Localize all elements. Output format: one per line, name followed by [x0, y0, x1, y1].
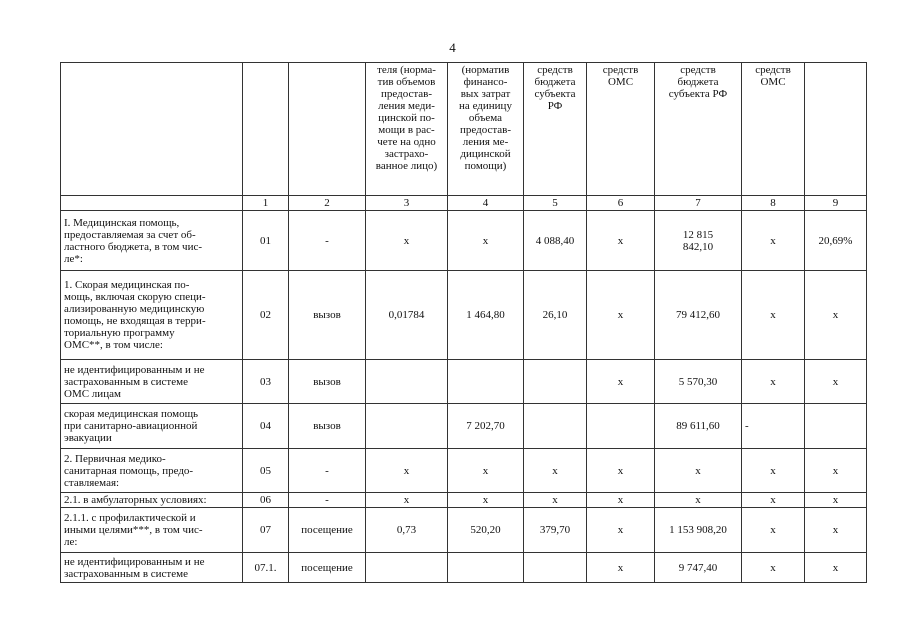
value-cell: х: [742, 360, 805, 404]
value-cell: [366, 553, 448, 583]
value-cell: [366, 360, 448, 404]
value-cell: х: [805, 360, 867, 404]
value-cell: [448, 553, 524, 583]
value-cell: х: [587, 553, 655, 583]
table-row: [61, 360, 867, 404]
value-cell: х: [587, 449, 655, 493]
unit-cell: -: [289, 449, 366, 493]
row-code: 03: [243, 360, 289, 404]
value-cell: х: [587, 493, 655, 508]
table-row: [61, 211, 867, 271]
value-cell: -: [742, 404, 805, 449]
value-cell: х: [587, 508, 655, 553]
row-label: 1. Скорая медицинская по- мощь, включая скорую специ- ализированную медицинскую помощь, не входящая в терри- ториальную программу ОМС**, в том числе:: [61, 271, 243, 360]
row-code: 05: [243, 449, 289, 493]
value-cell: х: [366, 211, 448, 271]
column-number: 9: [805, 196, 867, 211]
row-label: 2. Первичная медико- санитарная помощь, предо- ставляемая:: [61, 449, 243, 493]
value-cell: 9 747,40: [655, 553, 742, 583]
value-cell: х: [366, 449, 448, 493]
value-cell: [524, 404, 587, 449]
column-number: 3: [366, 196, 448, 211]
header-cell: [61, 63, 243, 196]
value-cell: х: [448, 493, 524, 508]
table-row: [61, 449, 867, 493]
header-cell: средств бюджета субъекта РФ: [524, 63, 587, 196]
value-cell: х: [805, 449, 867, 493]
value-cell: 0,73: [366, 508, 448, 553]
row-code: 04: [243, 404, 289, 449]
header-cell: теля (норма- тив объемов предостав- ления меди- цинской по- мощи в рас- чете на одно застрахо- ванное лицо): [366, 63, 448, 196]
value-cell: [524, 360, 587, 404]
value-cell: х: [448, 449, 524, 493]
table-row: [61, 493, 867, 508]
row-label: 2.1. в амбулаторных условиях:: [61, 493, 243, 508]
value-cell: х: [742, 211, 805, 271]
row-label: 2.1.1. с профилактической и иными целями***, в том чис- ле:: [61, 508, 243, 553]
row-code: 07: [243, 508, 289, 553]
column-number-row: [61, 196, 867, 211]
value-cell: 5 570,30: [655, 360, 742, 404]
column-number: 8: [742, 196, 805, 211]
value-cell: [805, 404, 867, 449]
row-label: I. Медицинская помощь, предоставляемая за счет об- ластного бюджета, в том чис- ле*:: [61, 211, 243, 271]
value-cell: х: [655, 449, 742, 493]
row-code: 06: [243, 493, 289, 508]
value-cell: х: [587, 271, 655, 360]
header-cell: средств ОМС: [742, 63, 805, 196]
value-cell: х: [448, 211, 524, 271]
value-cell: х: [742, 271, 805, 360]
value-cell: х: [524, 449, 587, 493]
value-cell: [524, 553, 587, 583]
unit-cell: вызов: [289, 404, 366, 449]
row-code: 07.1.: [243, 553, 289, 583]
value-cell: х: [524, 493, 587, 508]
value-cell: [366, 404, 448, 449]
column-number: 7: [655, 196, 742, 211]
unit-cell: -: [289, 493, 366, 508]
column-number: 4: [448, 196, 524, 211]
value-cell: 7 202,70: [448, 404, 524, 449]
unit-cell: -: [289, 211, 366, 271]
value-cell: х: [742, 508, 805, 553]
header-row: [61, 63, 867, 196]
row-code: 02: [243, 271, 289, 360]
value-cell: х: [742, 449, 805, 493]
table-row: [61, 508, 867, 553]
value-cell: 520,20: [448, 508, 524, 553]
value-cell: х: [742, 493, 805, 508]
value-cell: 0,01784: [366, 271, 448, 360]
column-number: 2: [289, 196, 366, 211]
value-cell: х: [655, 493, 742, 508]
header-cell: средств ОМС: [587, 63, 655, 196]
row-label: скорая медицинская помощь при санитарно-авиационной эвакуации: [61, 404, 243, 449]
value-cell: 379,70: [524, 508, 587, 553]
value-cell: 26,10: [524, 271, 587, 360]
budget-table: [60, 62, 867, 583]
unit-cell: вызов: [289, 271, 366, 360]
column-number: 6: [587, 196, 655, 211]
value-cell: х: [805, 553, 867, 583]
value-cell: х: [366, 493, 448, 508]
row-label: не идентифицированным и не застрахованным в системе ОМС лицам: [61, 360, 243, 404]
value-cell: х: [587, 211, 655, 271]
value-cell: [587, 404, 655, 449]
header-cell: [243, 63, 289, 196]
row-code: 01: [243, 211, 289, 271]
value-cell: [448, 360, 524, 404]
column-number: 5: [524, 196, 587, 211]
value-cell: х: [805, 271, 867, 360]
unit-cell: посещение: [289, 553, 366, 583]
table-row: [61, 404, 867, 449]
value-cell: 4 088,40: [524, 211, 587, 271]
value-cell: 79 412,60: [655, 271, 742, 360]
value-cell: 1 464,80: [448, 271, 524, 360]
table-row: [61, 553, 867, 583]
unit-cell: вызов: [289, 360, 366, 404]
value-cell: 12 815 842,10: [655, 211, 742, 271]
value-cell: 89 611,60: [655, 404, 742, 449]
value-cell: 1 153 908,20: [655, 508, 742, 553]
value-cell: х: [805, 493, 867, 508]
header-cell: (норматив финансо- вых затрат на единицу объема предостав- ления ме- дицинской помощи): [448, 63, 524, 196]
table-row: [61, 271, 867, 360]
row-label: не идентифицированным и не застрахованным в системе: [61, 553, 243, 583]
column-number: 1: [243, 196, 289, 211]
page-number: 4: [449, 40, 456, 55]
header-cell: средств бюджета субъекта РФ: [655, 63, 742, 196]
value-cell: х: [587, 360, 655, 404]
value-cell: 20,69%: [805, 211, 867, 271]
header-cell: [805, 63, 867, 196]
header-cell: [289, 63, 366, 196]
column-number: [61, 196, 243, 211]
value-cell: х: [742, 553, 805, 583]
value-cell: х: [805, 508, 867, 553]
unit-cell: посещение: [289, 508, 366, 553]
